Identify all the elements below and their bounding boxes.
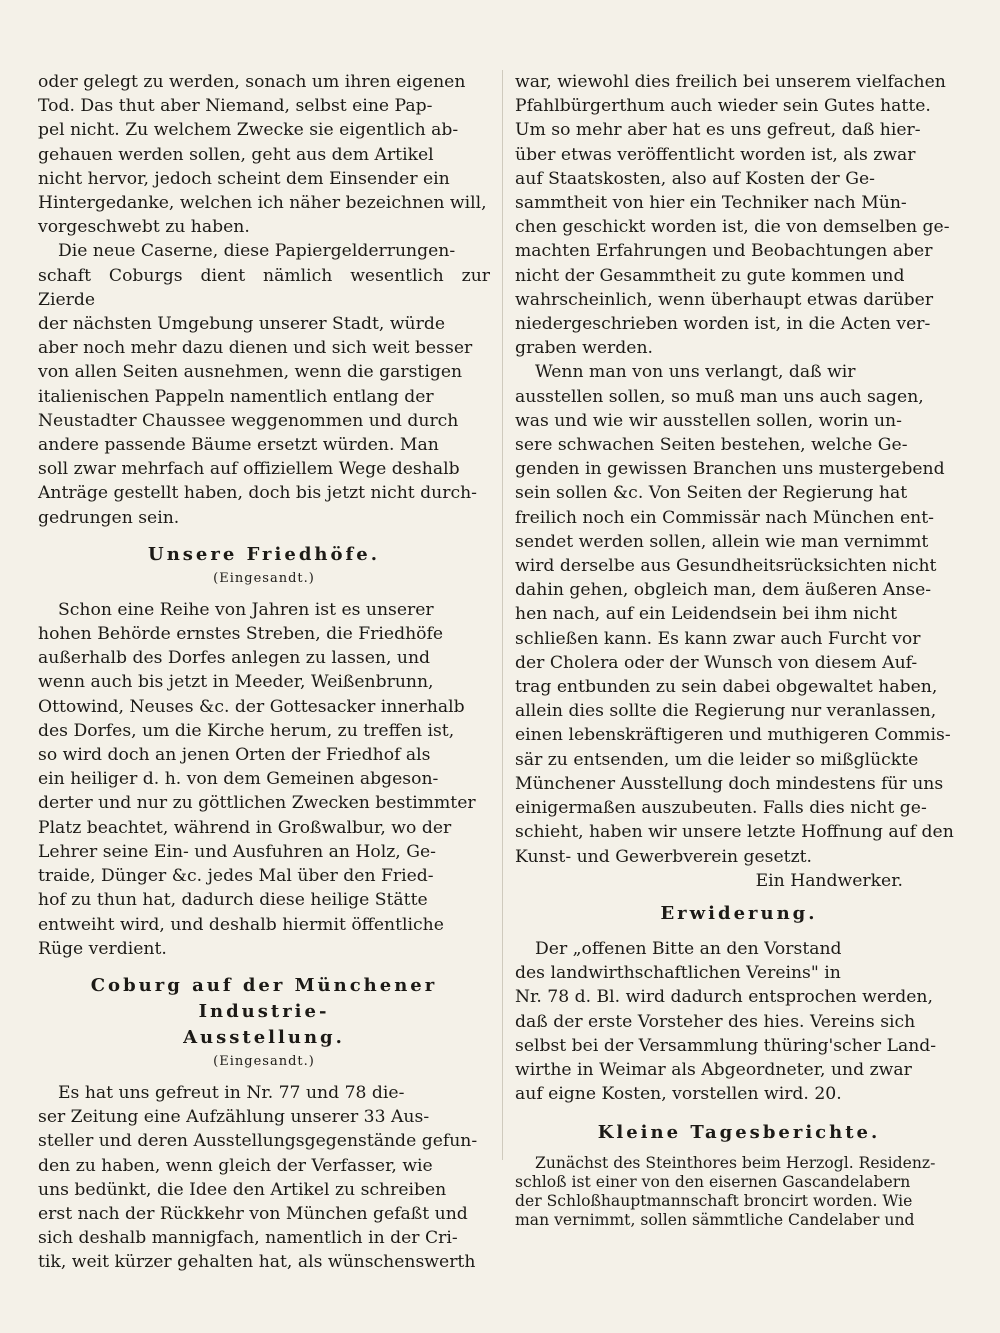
- heading-erwiderung: Erwiderung.: [660, 902, 818, 924]
- paragraph-erwiderung: Der „offenen Bitte an den Vorstand des landwirthschaftlichen Vereins" in Nr. 78 d. Bl. wird dadurch entsprochen werden, daß der erste Vorsteher des hies. Vereins sich selbst bei der Versammlung thüring'scher Land- wirthe in Weimar als Abgeordneter, und zwar auf eigne Kosten, vorstellen wird. 20.: [515, 938, 937, 1105]
- subheading-eingesandt-1: (Eingesandt.): [213, 570, 315, 586]
- heading-coburg-ausstellung: Coburg auf der Münchener Industrie- Ausstellung.: [90, 974, 438, 1048]
- paragraph-staatskosten: war, wiewohl dies freilich bei unserem vielfachen Pfahlbürgerthum auch wieder sein Gutes hatte. Um so mehr aber hat es uns gefreut, daß hier- über etwas veröffentlicht worden ist, als zwar auf Staatskosten, also auf Kosten der Ge- sammtheit von hier ein Techniker nach Mün- chen geschickt worden ist, die von demselben ge- machten Erfahrungen und Beobachtungen aber nicht der Gesammtheit zu gute kommen und wahrscheinlich, wenn überhaupt etwas darüber niedergeschrieben worden ist, in die Acten ver- graben werden.: [515, 72, 950, 359]
- paragraph-coburg-ausstellung: Es hat uns gefreut in Nr. 77 und 78 die- ser Zeitung eine Aufzählung unserer 33 Aus- steller und deren Ausstellungsgegenstände gefun- den zu haben, wenn gleich der Verfasser, wie uns bedünkt, die Idee den Artikel zu schreiben erst nach der Rückkehr von München gefaßt und sich deshalb mannigfach, namentlich in der Cri- tik, weit kürzer gehalten hat, als wünschenswerth: [38, 1082, 478, 1273]
- paragraph-ausstellen: Wenn man von uns verlangt, daß wir ausstellen sollen, so muß man uns auch sagen, was und wie wir ausstellen sollen, worin un- sere schwachen Seiten bestehen, welche Ge- genden in gewissen Branchen uns mustergebend sein sollen &c. Von Seiten der Regierung hat freilich noch ein Commissär nach München ent- sendet werden sollen, allein wie man vernimmt wird derselbe aus Gesundheitsrücksichten nicht dahin gehen, obgleich man, dem äußeren Anse- hen nach, auf ein Leidendsein bei ihm nicht schließen kann. Es kann zwar auch Furcht vor der Cholera oder der Wunsch von diesem Auf- trag entbunden zu sein dabei obgewaltet haben, allein dies sollte die Regierung nur veranlassen, einen lebenskräftigeren und muthigeren Commis- sär zu entsenden, um die leider so mißglückte Münchener Ausstellung doch mindestens für uns einigermaßen auszubeuten. Falls dies nicht ge- schieht, haben wir unsere letzte Hoffnung auf den Kunst- und Gewerbverein gesetzt.: [515, 362, 954, 867]
- paragraph-caserne: Die neue Caserne, diese Papiergelderrungen- schaft Coburgs dient nämlich wesentlich zur Zierde der nächsten Umgebung unserer Stadt, würde aber noch mehr dazu dienen und sich weit besser von allen Seiten ausnehmen, wenn die garstigen italienischen Pappeln namentlich entlang der Neustadter Chaussee weggenommen und durch andere passende Bäume ersetzt würden. Man soll zwar mehrfach auf offiziellem Wege deshalb Anträge gestellt haben, doch bis jetzt nicht durch- gedrungen sein.: [38, 241, 490, 528]
- column-divider: [502, 70, 503, 1160]
- signature-handwerker: Ein Handwerker.: [755, 870, 903, 891]
- left-column: [38, 70, 490, 1275]
- subheading-eingesandt-2: (Eingesandt.): [213, 1053, 315, 1069]
- paragraph-friedhoefe: Schon eine Reihe von Jahren ist es unserer hohen Behörde ernstes Streben, die Friedhöfe außerhalb des Dorfes anlegen zu lassen, und wenn auch bis jetzt in Meeder, Weißenbrunn, Ottowind, Neuses &c. der Gottesacker innerhalb des Dorfes, um die Kirche herum, zu treffen ist, so wird doch an jenen Orten der Friedhof als ein heiliger d. h. von dem Gemeinen abgeson- derter und nur zu göttlichen Zwecken bestimmter Platz beachtet, während in Großwalbur, wo der Lehrer seine Ein- und Ausfuhren an Holz, Ge- traide, Dünger &c. jedes Mal über den Fried- hof zu thun hat, dadurch diese heilige Stätte entweiht wird, und deshalb hiermit öffentliche Rüge verdient.: [38, 599, 476, 959]
- right-column: [515, 70, 963, 1230]
- paragraph-pappeln-end: oder gelegt zu werden, sonach um ihren eigenen Tod. Das thut aber Niemand, selbst eine Pap- pel nicht. Zu welchem Zwecke sie eigentlich ab- gehauen werden sollen, geht aus dem Artikel nicht hervor, jedoch scheint dem Einsender ein Hintergedanke, welchen ich näher bezeichnen will, vorgeschwebt zu haben.: [38, 72, 487, 238]
- heading-friedhoefe: Unsere Friedhöfe.: [148, 543, 380, 565]
- paragraph-tagesberichte: Zunächst des Steinthores beim Herzogl. Residenz- schloß ist einer von den eisernen Gascandelabern der Schloßhauptmannschaft broncirt worden. Wie man vernimmt, sollen sämmtliche Candelaber und: [515, 1154, 936, 1230]
- heading-kleine-tagesberichte: Kleine Tagesberichte.: [597, 1122, 881, 1144]
